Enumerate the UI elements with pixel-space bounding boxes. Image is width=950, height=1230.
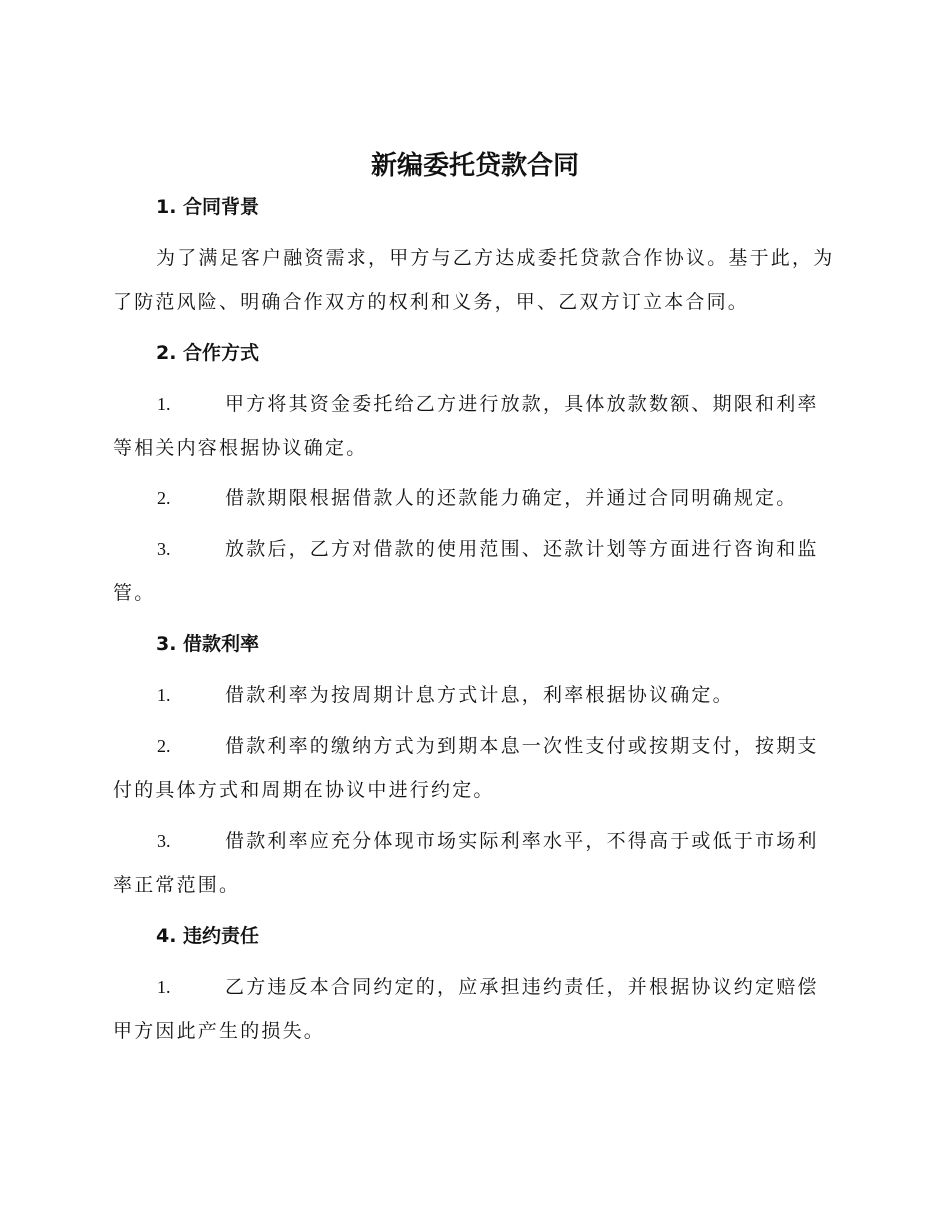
list-item [113, 819, 837, 907]
list-item [113, 965, 837, 1053]
list-item-number: 2. [157, 488, 171, 508]
list-item [113, 673, 837, 717]
list-item-text: 甲方将其资金委托给乙方进行放款，具体放款数额、期限和利率等相关内容根据协议确定。 [113, 393, 819, 459]
section-heading-liability-for-breach: 4. 违约责任 [156, 925, 260, 947]
list-item-text: 借款利率应充分体现市场实际利率水平，不得高于或低于市场利率正常范围。 [113, 830, 819, 896]
paragraph-text: 为了满足客户融资需求，甲方与乙方达成委托贷款合作协议。基于此，为了防范风险、明确合作双方的权利和义务，甲、乙双方订立本合同。 [113, 247, 835, 313]
list-item-number: 3. [157, 539, 171, 559]
list-item-text: 借款利率的缴纳方式为到期本息一次性支付或按期支付，按期支付的具体方式和周期在协议中进行约定。 [113, 735, 819, 801]
list-item [113, 527, 837, 615]
list-item-text: 放款后，乙方对借款的使用范围、还款计划等方面进行咨询和监管。 [113, 538, 819, 604]
list-item-text: 借款期限根据借款人的还款能力确定，并通过合同明确规定。 [225, 487, 798, 509]
list-item-number: 3. [157, 831, 171, 851]
list-item-number: 1. [157, 977, 171, 997]
section-heading-contract-background: 1. 合同背景 [156, 196, 260, 218]
list-item [113, 724, 837, 812]
list-item-number: 2. [157, 736, 171, 756]
document-title: 新编委托贷款合同 [370, 151, 579, 181]
section-heading-loan-interest-rate: 3. 借款利率 [156, 633, 260, 655]
list-item [113, 476, 837, 520]
list-item-text: 借款利率为按周期计息方式计息，利率根据协议确定。 [225, 684, 734, 706]
list-item-number: 1. [157, 685, 171, 705]
list-item-text: 乙方违反本合同约定的，应承担违约责任，并根据协议约定赔偿甲方因此产生的损失。 [113, 976, 819, 1042]
list-item-number: 1. [157, 394, 171, 414]
section-heading-cooperation-method: 2. 合作方式 [156, 342, 260, 364]
list-item [113, 382, 837, 470]
section-paragraph-contract-background [113, 236, 837, 324]
